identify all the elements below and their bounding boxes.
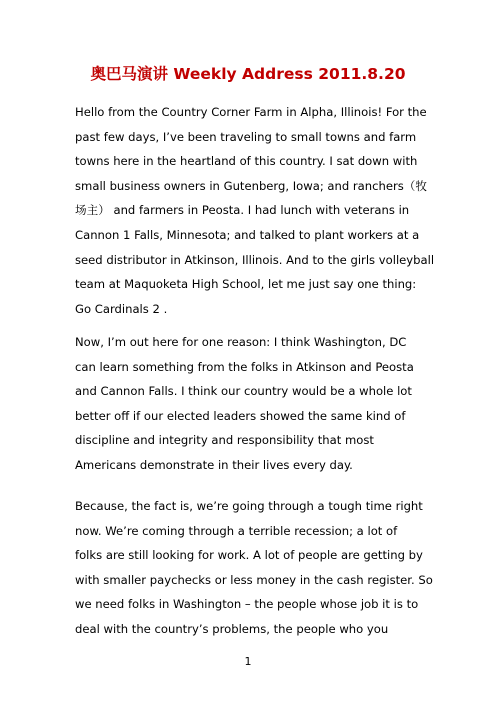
text-line: Americans demonstrate in their lives every day. (75, 457, 353, 472)
text-line: we need folks in Washington – the people whose job it is to (75, 597, 419, 612)
text-line: past few days, I’ve been traveling to small towns and farm (75, 129, 417, 144)
text-line: better off if our elected leaders showed the same kind of (75, 408, 406, 423)
text-line: with smaller paychecks or less money in the cash register. So (75, 572, 433, 587)
text-line: towns here in the heartland of this country. I sat down with (75, 154, 418, 169)
text-line: Because, the fact is, we’re going through a tough time right (75, 499, 423, 513)
text-line: Cannon 1 Falls, Minnesota; and talked to plant workers at a (75, 227, 420, 242)
paragraph-1 (75, 100, 435, 321)
text-line: small business owners in Gutenberg, Iowa; and ranchers（牧 (75, 178, 427, 193)
text-line: seed distributor in Atkinson, Illinois. And to the girls volleyball (75, 252, 435, 267)
paragraph-2 (75, 330, 425, 478)
text-line: discipline and integrity and responsibility that most (75, 433, 374, 448)
text-line: Hello from the Country Corner Farm in Alpha, Illinois! For the (75, 105, 427, 119)
text-line: and Cannon Falls. I think our country would be a whole lot (75, 384, 412, 399)
page-number: 1 (244, 655, 252, 668)
document-title: 奥巴马演讲 Weekly Address 2011.8.20 (90, 65, 406, 83)
paragraph-3 (75, 494, 433, 642)
text-line: now. We’re coming through a terrible recession; a lot of (75, 523, 398, 538)
text-line: deal with the country’s problems, the people who you (75, 621, 389, 636)
text-line: 场主） and farmers in Peosta. I had lunch with veterans in (75, 203, 410, 218)
text-line: Go Cardinals 2 . (75, 301, 168, 316)
text-line: can learn something from the folks in Atkinson and Peosta (75, 359, 414, 374)
text-line: Now, I’m out here for one reason: I think Washington, DC (75, 335, 407, 349)
text-line: team at Maquoketa High School, let me just say one thing: (75, 277, 417, 292)
text-line: folks are still looking for work. A lot of people are getting by (75, 548, 423, 563)
